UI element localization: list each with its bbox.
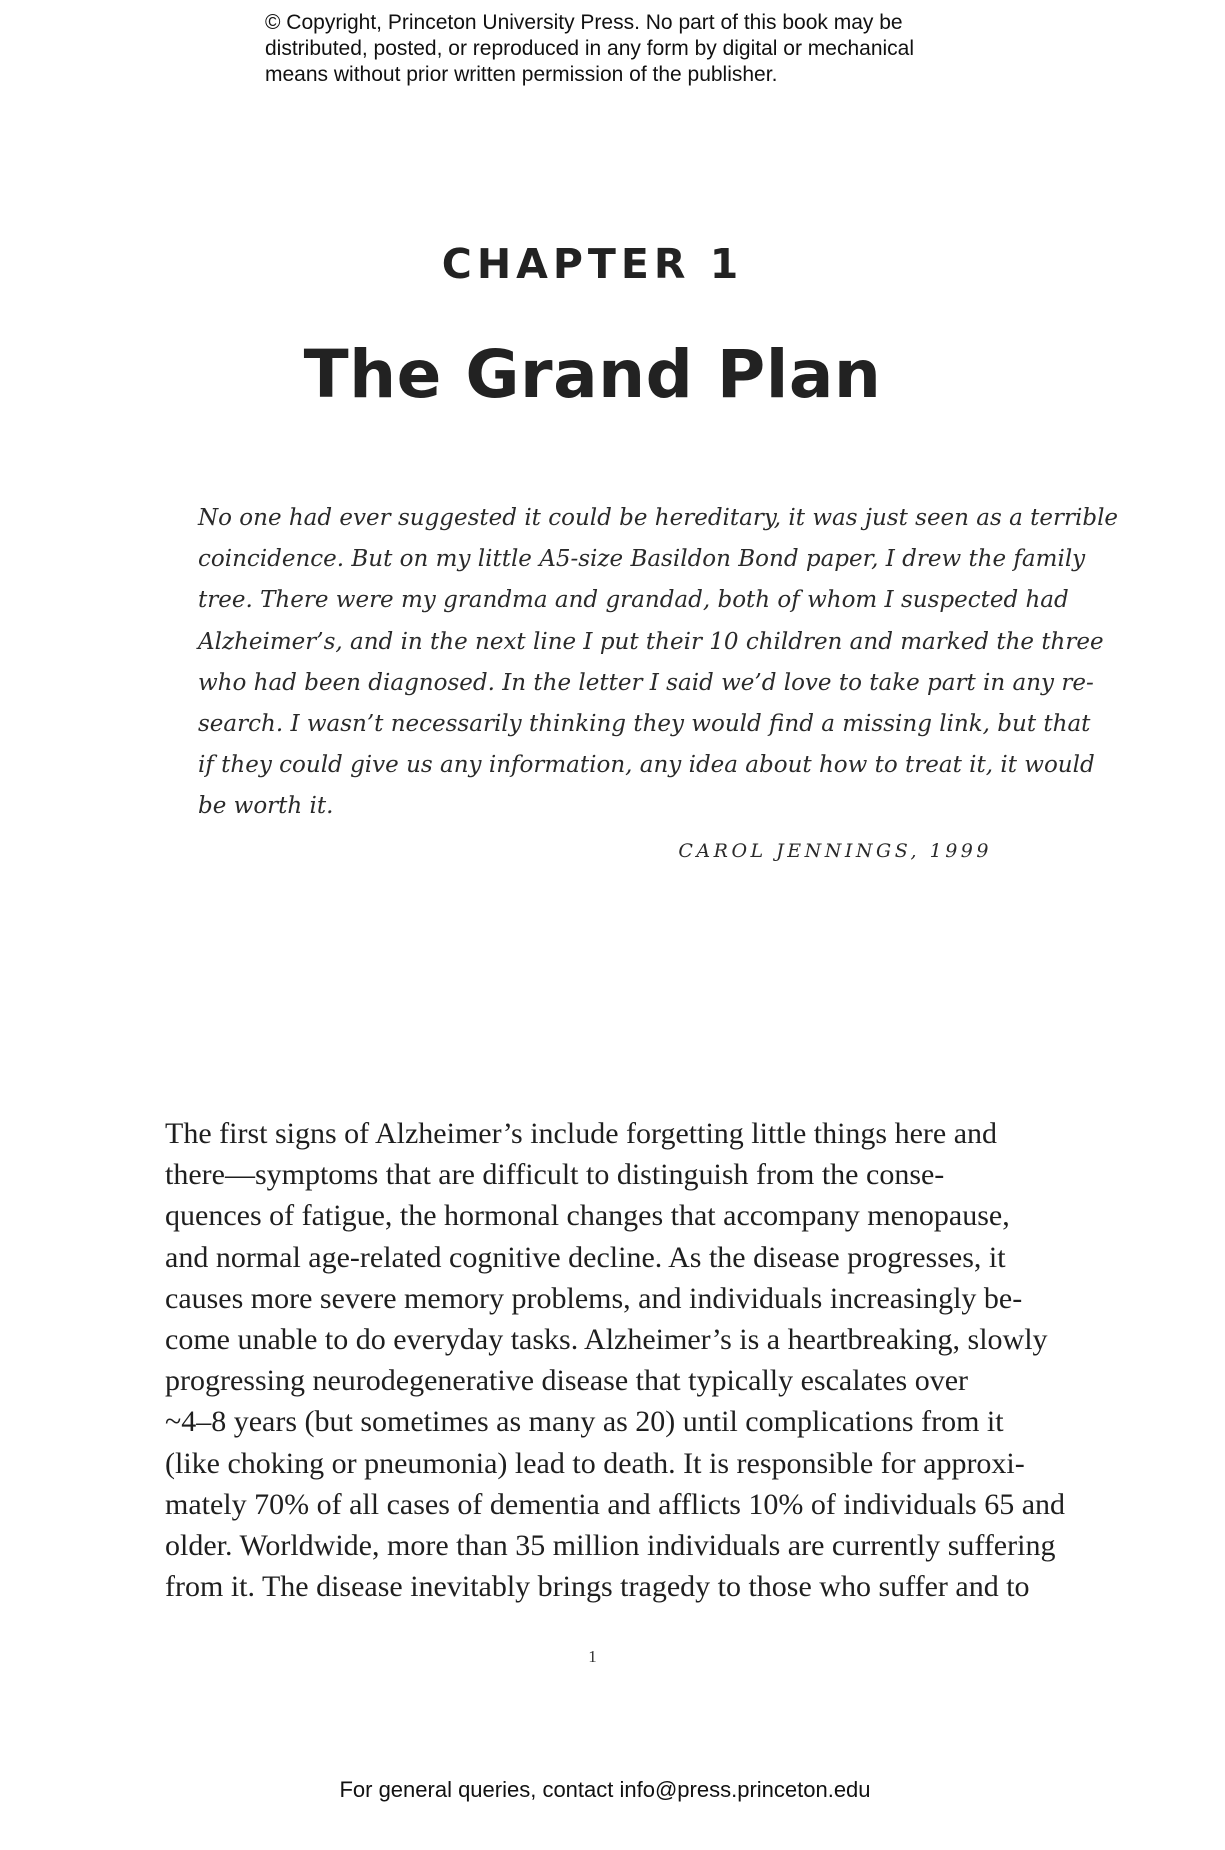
body-line: progressing neurodegenerative disease that typically escalates over [165,1364,969,1398]
body-line: older. Worldwide, more than 35 million individuals are currently suffering [165,1529,1056,1563]
chapter-title: The Grand Plan [303,336,882,413]
body-line: quences of fatigue, the hormonal changes that accompany menopause, [165,1199,1010,1233]
body-line: (like choking or pneumonia) lead to death. It is responsible for approxi- [165,1446,1025,1480]
epigraph-line: tree. There were my grandma and grandad, both of whom I suspected had [198,587,1069,614]
body-line: and normal age-related cognitive decline. As the disease progresses, it [165,1240,1006,1274]
body-line: there—symptoms that are difficult to distinguish from the conse- [165,1158,945,1192]
epigraph-attribution: CAROL JENNINGS, 1999 [678,840,992,862]
epigraph-line: No one had ever suggested it could be hereditary, it was just seen as a terrible [198,505,1119,531]
copyright-line: © Copyright, Princeton University Press. No part of this book may be [265,11,903,34]
body-line: come unable to do everyday tasks. Alzheimer’s is a heartbreaking, slowly [165,1323,1048,1357]
body-line: causes more severe memory problems, and individuals increasingly be- [165,1281,1023,1315]
body-line: The first signs of Alzheimer’s include forgetting little things here and [165,1117,998,1150]
body-line: from it. The disease inevitably brings tragedy to those who suffer and to [165,1570,1030,1604]
body-line: ~4–8 years (but sometimes as many as 20) until complications from it [165,1405,1004,1439]
body-line: mately 70% of all cases of dementia and afflicts 10% of individuals 65 and [165,1487,1066,1521]
copyright-notice [265,10,1025,88]
page-number: 1 [588,1647,597,1666]
epigraph-line: be worth it. [198,793,334,820]
epigraph-line: Alzheimer’s, and in the next line I put their 10 children and marked the three [198,628,1104,655]
body-paragraph [165,1113,1066,1607]
epigraph-line: search. I wasn’t necessarily thinking they would find a missing link, but that [198,711,1091,738]
epigraph-line: if they could give us any information, any idea about how to treat it, it would [198,752,1095,779]
epigraph-quote [198,498,1119,828]
chapter-label: CHAPTER 1 [441,240,744,288]
copyright-line: distributed, posted, or reproduced in any form by digital or mechanical [265,37,915,60]
epigraph-line: coincidence. But on my little A5-size Basildon Bond paper, I drew the family [198,546,1086,573]
footer-contact: For general queries, contact info@press.princeton.edu [339,1777,871,1802]
epigraph-line: who had been diagnosed. In the letter I said we’d love to take part in any re- [198,669,1094,696]
copyright-line: means without prior written permission of the publisher. [265,63,778,86]
